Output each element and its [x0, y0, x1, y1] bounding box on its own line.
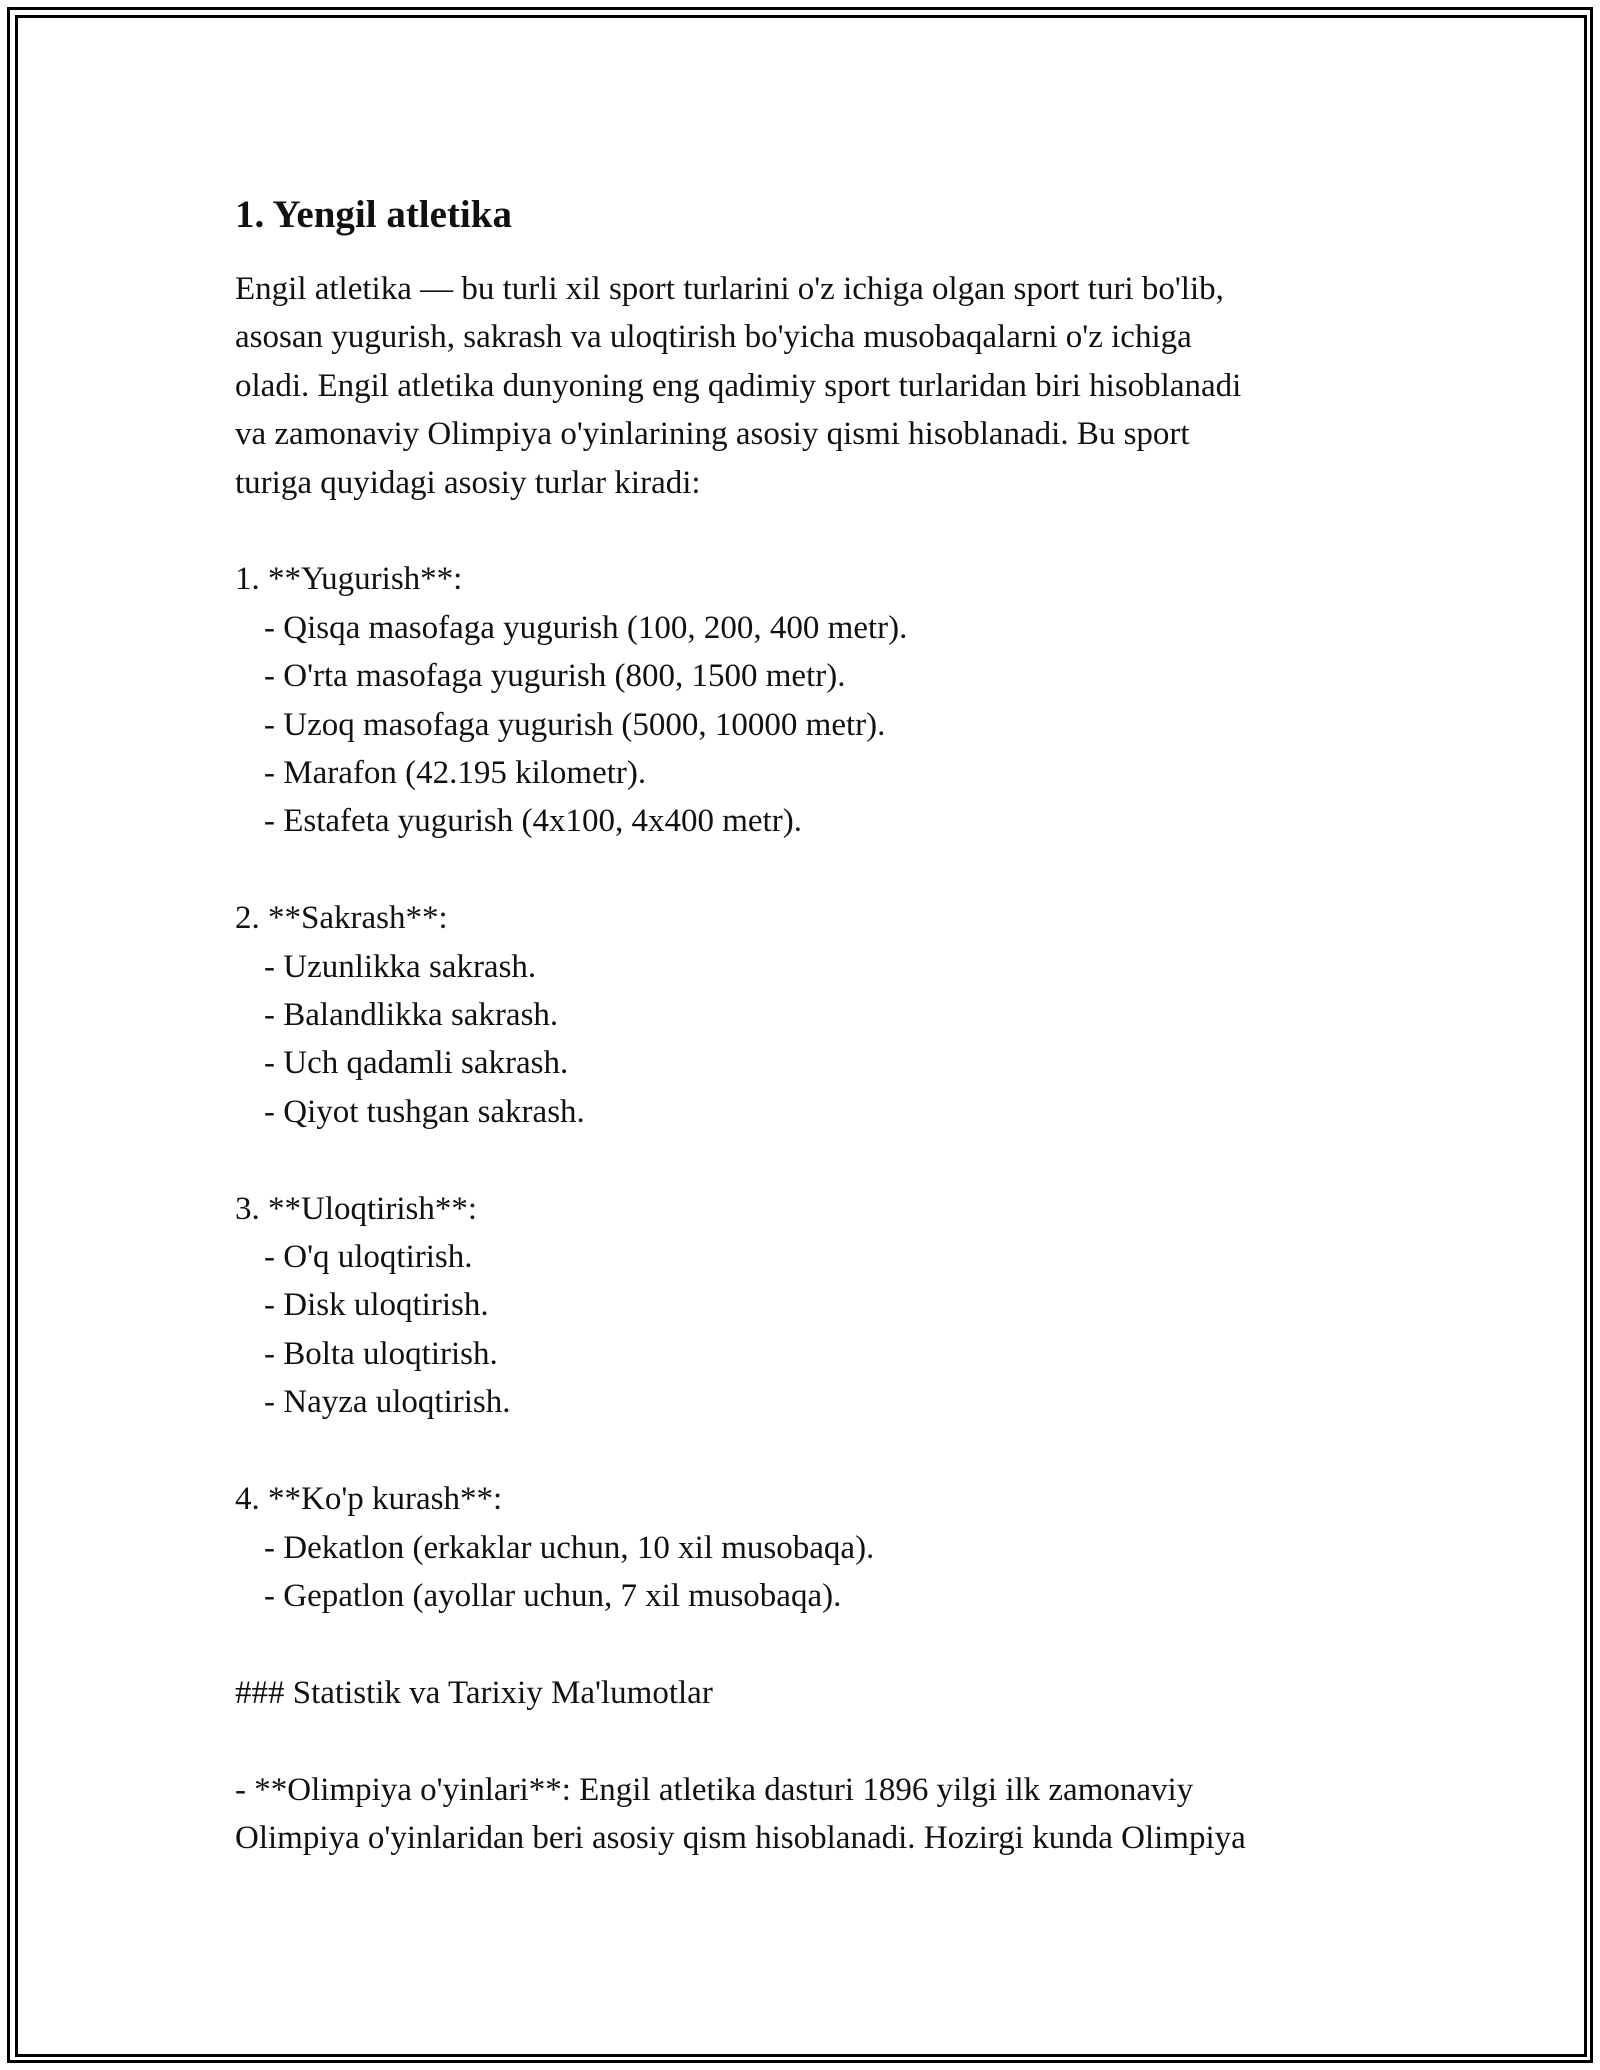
section-running [235, 555, 1365, 845]
closing-paragraph [235, 1766, 1365, 1863]
section-heading: 4. **Ko'p kurash**: [235, 1481, 503, 1518]
section-combined-events [235, 1475, 1365, 1620]
subheading: ### Statistik va Tarixiy Ma'lumotlar [235, 1674, 713, 1711]
intro-line: oladi. Engil atletika dunyoning eng qadimiy sport turlaridan biri hisoblanadi [235, 367, 1242, 404]
intro-line: turiga quyidagi asosiy turlar kiradi: [235, 464, 701, 501]
list-item: - Disk uloqtirish. [264, 1287, 489, 1324]
list-item: - Uzoq masofaga yugurish (5000, 10000 metr). [264, 706, 886, 743]
page-title: 1. Yengil atletika [235, 193, 512, 236]
intro-line: va zamonaviy Olimpiya o'yinlarining asosiy qismi hisoblanadi. Bu sport [235, 416, 1190, 453]
list-item: - Qisqa masofaga yugurish (100, 200, 400 metr). [264, 609, 908, 646]
list-item: - O'rta masofaga yugurish (800, 1500 metr). [264, 658, 846, 695]
intro-paragraph [235, 265, 1365, 507]
intro-line: asosan yugurish, sakrash va uloqtirish bo'yicha musobaqalarni o'z ichiga [235, 319, 1192, 356]
section-heading: 1. **Yugurish**: [235, 561, 463, 598]
section-heading: 2. **Sakrash**: [235, 900, 448, 937]
list-item: - Nayza uloqtirish. [264, 1384, 511, 1421]
list-item: - Marafon (42.195 kilometr). [264, 755, 647, 792]
section-heading: 3. **Uloqtirish**: [235, 1190, 478, 1227]
closing-line: - **Olimpiya o'yinlari**: Engil atletika dasturi 1896 yilgi ilk zamonaviy [235, 1771, 1194, 1808]
intro-line: Engil atletika — bu turli xil sport turlarini o'z ichiga olgan sport turi bo'lib, [235, 271, 1224, 307]
list-item: - Gepatlon (ayollar uchun, 7 xil musobaqa). [264, 1577, 842, 1614]
list-item: - Uzunlikka sakrash. [264, 948, 537, 985]
list-item: - O'q uloqtirish. [264, 1239, 473, 1276]
closing-line: Olimpiya o'yinlaridan beri asosiy qism hisoblanadi. Hozirgi kunda Olimpiya [235, 1819, 1246, 1856]
list-item: - Uch qadamli sakrash. [264, 1045, 569, 1082]
list-item: - Estafeta yugurish (4x100, 4x400 metr). [264, 803, 802, 840]
section-jumping [235, 894, 1365, 1136]
list-item: - Qiyot tushgan sakrash. [264, 1093, 585, 1130]
section-throwing [235, 1185, 1365, 1427]
document-body [235, 185, 1365, 1862]
list-item: - Dekatlon (erkaklar uchun, 10 xil musobaqa). [264, 1529, 875, 1566]
list-item: - Balandlikka sakrash. [264, 997, 559, 1034]
list-item: - Bolta uloqtirish. [264, 1335, 498, 1372]
